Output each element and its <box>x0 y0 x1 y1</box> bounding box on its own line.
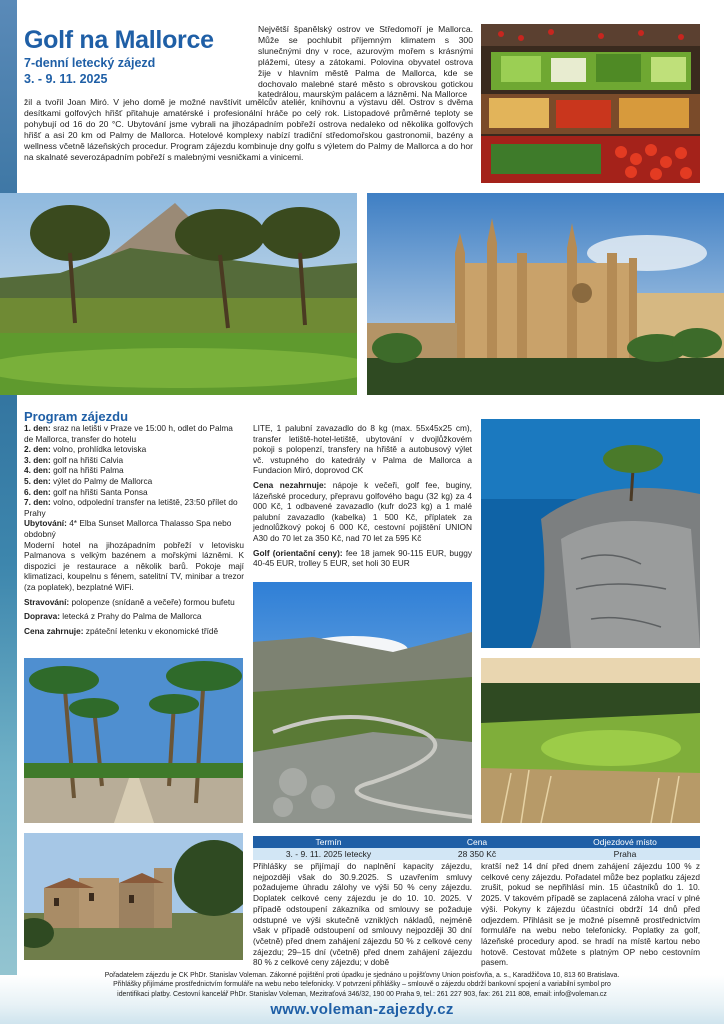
program-list <box>24 423 244 636</box>
mountain-road-photo <box>253 582 472 823</box>
village-photo <box>24 833 243 960</box>
footer-line: Přihlášky přijímáme prostřednictvím formuláře na webu nebo telefonicky. V potvrzení přihlášky – smlouvě o zájezdu obdrží bankovní spojení a variabilní symbol pro <box>113 981 611 989</box>
sea-strip-left <box>0 0 17 1024</box>
accommodation: Ubytování: 4* Elba Sunset Mallorca Thalasso Spa nebo obdobný <box>24 518 232 539</box>
price-table-header-cell: Odjezdové místo <box>550 836 700 848</box>
board: Stravování: polopenze (snídaně a večeře) formou bufetu <box>24 596 235 607</box>
website-link[interactable]: www.voleman-zajezdy.cz <box>270 1001 454 1018</box>
transport: Doprava: letecká z Prahy do Palma de Mallorca <box>24 611 202 622</box>
price-table-cell: 28 350 Kč <box>404 848 550 860</box>
middle-column <box>253 423 472 569</box>
palm-alley-photo <box>24 658 243 823</box>
program-day: 5. den: výlet do Palmy de Mallorca <box>24 475 153 486</box>
price-includes: Cena zahrnuje: zpáteční letenku v ekonomické třídě <box>24 625 219 636</box>
price-table-header-cell: Termín <box>253 836 404 848</box>
market-photo <box>481 24 700 183</box>
footer-line: Pořadatelem zájezdu je CK PhDr. Stanislav Voleman. Zákonné pojištění proti úpadku je sjednáno u pojišťovny Union poisťovňa, a. s., Karadžičova 10, 813 60 Bratislava. <box>104 972 620 979</box>
price-includes-continued: LITE, 1 palubní zavazadlo do 8 kg (max. 55x45x25 cm), transfer letiště-hotel-letiště, ubytování v dvojlůžkovém pokoji s polopenzí, transfery na hřiště a autobusový výlet vč. vstupného do katedrály v Palma de Mallorca a Fundacion Miró, doprovod CK <box>253 423 472 476</box>
program-day: 4. den: golf na hřišti Palma <box>24 465 124 476</box>
price-excludes: Cena nezahrnuje: nápoje k večeři, golf fee, buginy, lázeňské procedury, přepravu golfového bagu (32 kg) za 4 000 Kč, 1 odbavené zavazadlo (kufr do23 kg) a 1 malé palubní zavazadlo (kabelka) 1 500 Kč, příplatek za jednolůžkový pokoj 6 000 Kč, cestovní pojištění UNION A30 do 70 let za 350 Kč, nad 70 let za 595 Kč <box>253 479 472 543</box>
program-day: 3. den: golf na hřišti Calvia <box>24 454 124 465</box>
program-title: Program zájezdu <box>24 409 129 424</box>
price-table-cell: 3. - 9. 11. 2025 letecky <box>253 848 404 860</box>
rock-island-photo <box>481 419 700 648</box>
golf-course-photo <box>0 193 357 395</box>
price-table-header <box>253 836 700 848</box>
price-table-cell: Praha <box>550 848 700 860</box>
hotel-description: Moderní hotel na jihozápadním pobřeží v letovisku Palmanova s velkým bazénem a mořskými lázněmi. K dispozici je restaurace a několik barů. Pokoje mají klimatizaci, koupelnu s fénem, satelitní TV, minibar a trezor (za poplatek), bezplatné WiFi. <box>24 539 244 592</box>
program-day: 6. den: golf na hřišti Santa Ponsa <box>24 486 148 497</box>
program-day: 2. den: volno, prohlídka letoviska <box>24 444 147 455</box>
price-table <box>253 836 700 860</box>
intro-text-full: žil a tvořil Joan Miró. V jeho domě je možné navštívit umělcův ateliér, knihovnu a výstavu děl. Ostrov s dvěma desítkami golfových hřišť přitahuje amatérské i profesionální hráče po celý rok. Listopadové průměrné teploty se pohybují od 16 do 20 °C. Ubytování jsme vybrali na jihozápadním pobřeží ostrova nedaleko od několika golfových hřišť a asi 20 km od Palmy de Mallorca. Hotelové komplexy nabízí tradiční středomořskou gastronomii, bazény a wellness včetně lázeňských procedur. Program zájezdu kombinuje dny golfu s výletem do Palmy de Mallorca a do hor na skalnaté severozápadním pobřeží s malebnými vesničkami a vinicemi. <box>24 97 473 162</box>
tour-dates: 3. - 9. 11. 2025 <box>24 72 108 86</box>
terms-left: Přihlášky se přijímají do naplnění kapacity zájezdu, nejpozději však do 30.9.2025. S uzavřením smluvy požadujeme úhradu zálohy ve výši 50 % ceny zájezdu. Doplatek celkové ceny zájezdu je do 10. 10. 2025. V případě odstoupení zákazníka od smlouvy se požaduje odstupné ve výši skutečně vzniklých nákladů, nejméně však v případě odstoupení od smlouvy nejpozději 30 dní (včetně) před dnem zahájení zájezdu 50 % z celkové ceny zájezdu; 29–15 dní (včetně) před dnem zahájení zájezdu 80 % z celkové ceny zájezdu; v době <box>253 861 472 968</box>
golf-prices: Golf (orientační ceny): fee 18 jamek 90-115 EUR, buggy 40-45 EUR, trolley 5 EUR, set holi 30 EUR <box>253 547 472 569</box>
terms-right: kratší než 14 dní před dnem zahájení zájezdu 100 % z celkové ceny zájezdu. Pořadatel může bez poplatku zájezd zrušit, pokud se nepřihlásí min. 15 účastníků do 1. 10. 2025. V takovém případě se zaplacená záloha vrací v plné výši. Pokyny k zájezdu účastníci obdrží 14 dnů před odjezdem. Přihlásit se je možné písemně prostřednictvím formuláře na webu nebo telefonicky. Poplatky za golf, lázeňské procedury apod. se hradí na místě kartou nebo hotově. Cestovat můžete s platným OP nebo cestovním pasem. <box>481 861 700 968</box>
intro-text-right: Největší španělský ostrov ve Středomoří je Mallorca. Může se pochlubit příjemným klimatem s 300 slunečnými dny v roce, azurovým mořem s krásnými plážemi, útesy a zátokami. Polovina obyvatel ostrova žije v hlavním městě Palma de Mallorca, kde se dochovalo malebné staré město s obrovskou gotickou katedrálou, maurským palácem a lázněmi. Na Mallorce <box>258 24 473 100</box>
program-day: 1. den: sraz na letišti v Praze ve 15:00 h, odlet do Palma de Mallorca, transfer do hotelu <box>24 423 233 444</box>
page-title: Golf na Mallorce <box>24 26 214 54</box>
golf-green-photo <box>481 658 700 823</box>
price-table-header-cell: Cena <box>404 836 550 848</box>
page-subtitle: 7-denní letecký zájezd <box>24 56 156 70</box>
table-row <box>253 848 700 860</box>
footer-line: identifikaci platby. Cestovní kancelář PhDr. Stanislav Voleman, Mezitraťová 346/32, 190 00 Praha 9, tel.: 261 227 903, fax: 261 211 808, email: info@voleman.cz <box>117 990 607 998</box>
program-day: 7. den: volno, odpolední transfer na letiště, 23:50 přílet do Prahy <box>24 497 238 518</box>
cathedral-photo <box>367 193 724 395</box>
footer-info <box>24 971 700 999</box>
